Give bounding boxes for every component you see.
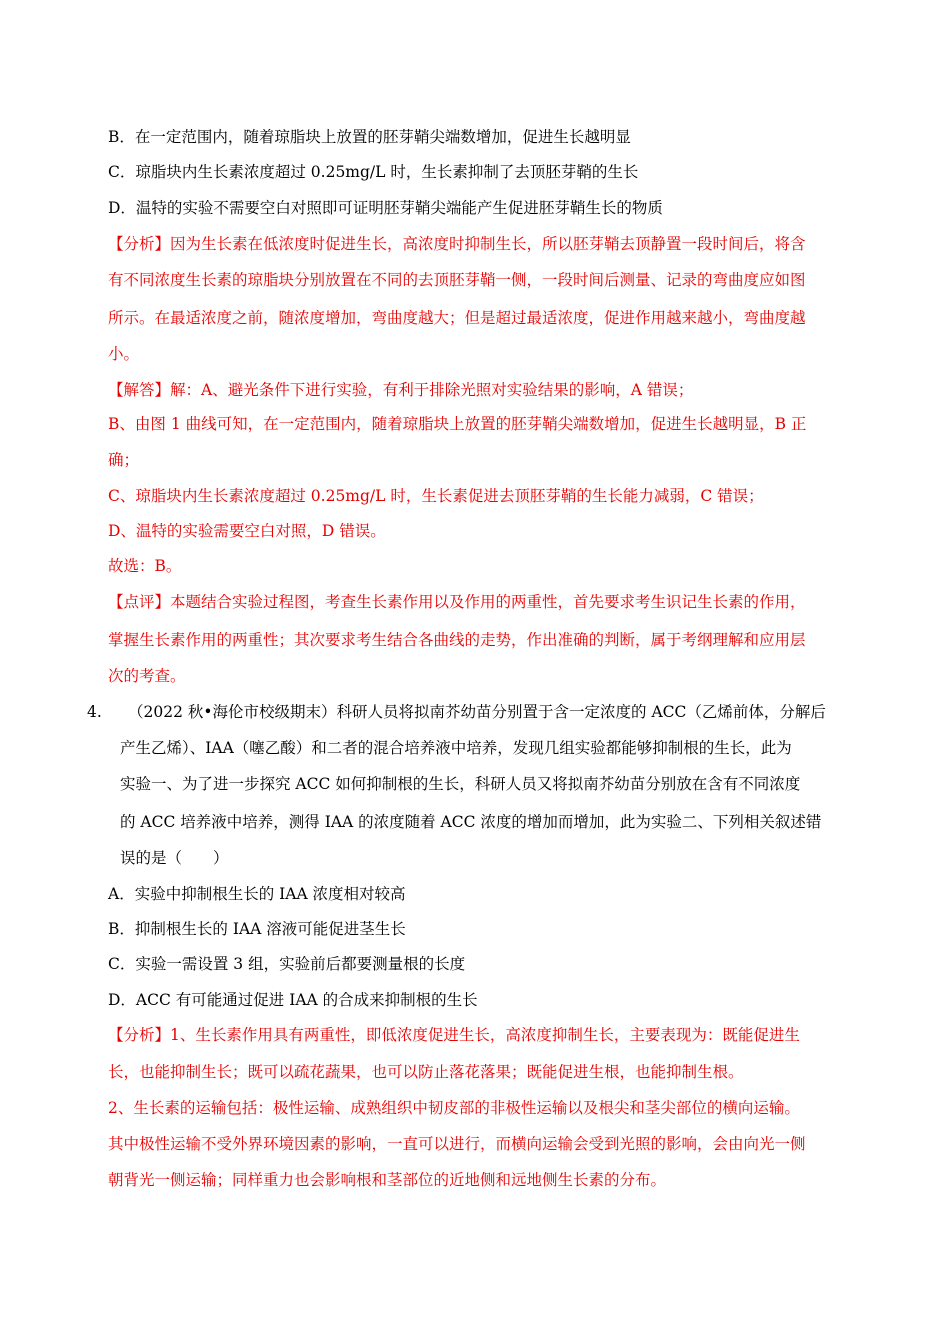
q3-analysis-line: 有不同浓度生长素的琼脂块分别放置在不同的去顶胚芽鞘一侧，一段时间后测量、记录的弯曲度应如图: [108, 271, 806, 289]
q3-answer-line: B、由图 1 曲线可知，在一定范围内，随着琼脂块上放置的胚芽鞘尖端数增加，促进生长越明显，B 正: [108, 415, 807, 433]
q3-answer-line: 确；: [108, 451, 140, 469]
q4-analysis-line: 【分析】1、生长素作用具有两重性，即低浓度促进生长，高浓度抑制生长，主要表现为：既能促进生: [108, 1026, 800, 1044]
q4-stem-line: （2022 秋•海伦市校级期末）科研人员将拟南芥幼苗分别置于含一定浓度的 ACC（乙烯前体，分解后: [128, 703, 826, 721]
q3-analysis-line: 所示。在最适浓度之前，随浓度增加，弯曲度越大；但是超过最适浓度，促进作用越来越小，弯曲度越: [108, 309, 806, 327]
q3-analysis-line: 【分析】因为生长素在低浓度时促进生长，高浓度时抑制生长，所以胚芽鞘去顶静置一段时间后，将含: [108, 235, 806, 253]
q4-number: 4.: [87, 703, 102, 721]
q3-option-b: B．在一定范围内，随着琼脂块上放置的胚芽鞘尖端数增加，促进生长越明显: [108, 128, 631, 146]
q4-stem-line: 产生乙烯）、IAA（噻乙酸）和二者的混合培养液中培养，发现几组实验都能够抑制根的生长，此为: [120, 739, 792, 757]
q4-option-c: C．实验一需设置 3 组，实验前后都要测量根的长度: [108, 955, 466, 973]
q4-stem-line: 的 ACC 培养液中培养，测得 IAA 的浓度随着 ACC 浓度的增加而增加，此为实验二、下列相关叙述错: [120, 813, 822, 831]
q3-comment-line: 【点评】本题结合实验过程图，考查生长素作用以及作用的两重性，首先要求考生识记生长素的作用，: [108, 593, 806, 611]
q4-stem-line: 实验一、为了进一步探究 ACC 如何抑制根的生长，科研人员又将拟南芥幼苗分别放在含有不同浓度: [120, 775, 801, 793]
q4-analysis-line: 朝背光一侧运输；同样重力也会影响根和茎部位的近地侧和远地侧生长素的分布。: [108, 1171, 667, 1189]
q4-analysis-line: 2、生长素的运输包括：极性运输、成熟组织中韧皮部的非极性运输以及根尖和茎尖部位的横向运输。: [108, 1099, 800, 1117]
q3-answer-line: 故选：B。: [108, 557, 182, 575]
q4-analysis-line: 其中极性运输不受外界环境因素的影响，一直可以进行，而横向运输会受到光照的影响，会由向光一侧: [108, 1135, 806, 1153]
q3-option-d: D．温特的实验不需要空白对照即可证明胚芽鞘尖端能产生促进胚芽鞘生长的物质: [108, 199, 663, 217]
q4-option-a: A．实验中抑制根生长的 IAA 浓度相对较高: [108, 885, 406, 903]
q3-option-c: C．琼脂块内生长素浓度超过 0.25mg/L 时，生长素抑制了去顶胚芽鞘的生长: [108, 163, 639, 181]
q4-stem-line: 误的是（ ）: [120, 849, 229, 867]
q3-answer-line: 【解答】解：A、避光条件下进行实验，有利于排除光照对实验结果的影响，A 错误；: [108, 381, 694, 399]
q4-analysis-line: 长，也能抑制生长；既可以疏花蔬果，也可以防止落花落果；既能促进生根，也能抑制生根。: [108, 1063, 744, 1081]
q4-option-b: B．抑制根生长的 IAA 溶液可能促进茎生长: [108, 920, 406, 938]
q3-comment-line: 掌握生长素作用的两重性；其次要求考生结合各曲线的走势，作出准确的判断，属于考纲理解和应用层: [108, 631, 806, 649]
q3-answer-line: D、温特的实验需要空白对照，D 错误。: [108, 522, 386, 540]
q3-comment-line: 次的考查。: [108, 667, 186, 685]
q3-answer-line: C、琼脂块内生长素浓度超过 0.25mg/L 时，生长素促进去顶胚芽鞘的生长能力减弱，C 错误；: [108, 487, 764, 505]
q3-analysis-line: 小。: [108, 345, 140, 363]
q4-option-d: D．ACC 有可能通过促进 IAA 的合成来抑制根的生长: [108, 991, 478, 1009]
